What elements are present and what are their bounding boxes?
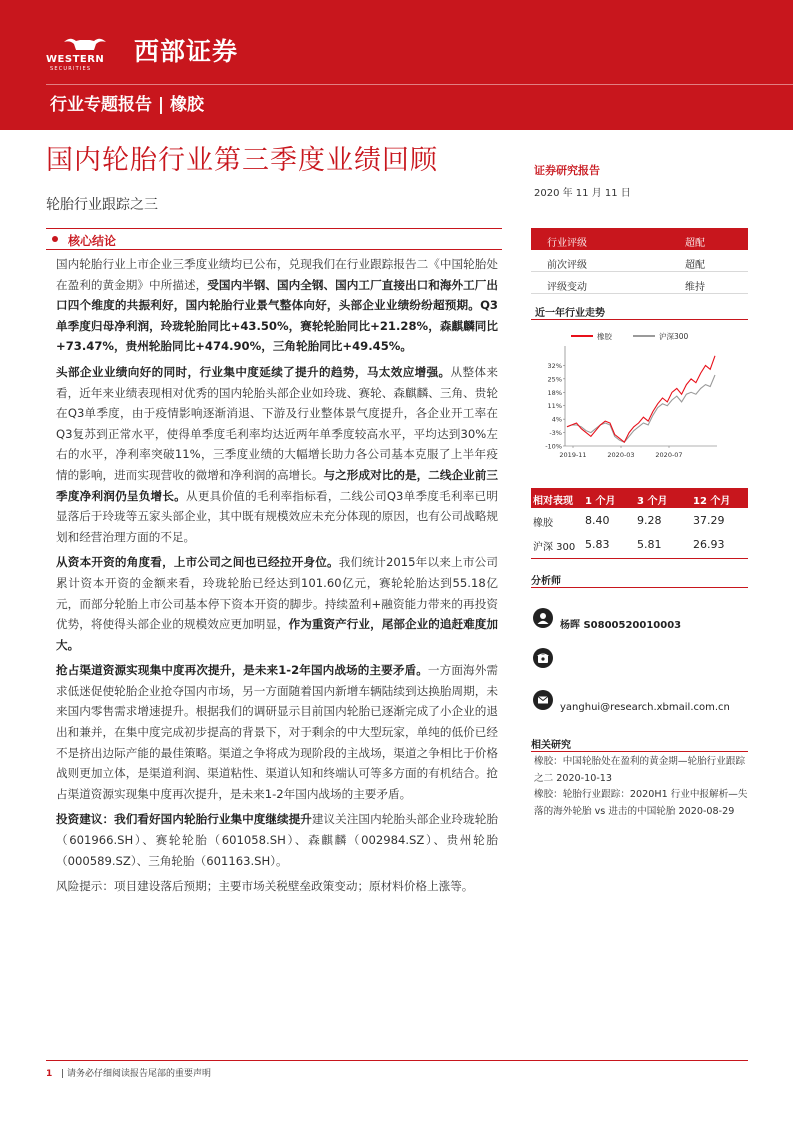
x-tick-label: 2020-07 (655, 451, 683, 459)
report-body (56, 254, 498, 902)
performance-divider (531, 558, 748, 559)
western-logo (46, 36, 124, 72)
y-tick-label: 25% (547, 375, 562, 384)
person-icon (533, 608, 553, 628)
page-subtitle: 轮胎行业跟踪之三 (46, 197, 158, 213)
legend-label: 沪深300 (659, 332, 689, 341)
report-type-tag: 证券研究报告 (534, 164, 600, 177)
analyst-name: 杨晖 S0800520010003 (560, 620, 682, 631)
footer-divider (46, 1060, 748, 1061)
performance-header-row: 相对表现 1 个月 3 个月 12 个月 (531, 488, 748, 508)
rating-row: 行业评级 超配 (531, 228, 748, 250)
email-icon (533, 690, 553, 710)
rating-table (531, 228, 748, 294)
paragraph-capex: 从资本开资的角度看，上市公司之间也已经拉开身位。我们统计2015年以来上市公司累计资本开资的金额来看，玲珑轮胎已经达到101.60亿元，赛轮轮胎达到55.18亿元，而部分轮胎上市公司基本停下资本开资的脚步。持续盈利+融资能力带来的再投资优势，将使得头部企业的规模效应更加明显，作为重资产行业，尾部企业的追赶难度加大。 (56, 555, 498, 652)
chart-heading: 近一年行业走势 (531, 302, 748, 320)
industry-trend-chart (531, 326, 748, 466)
series-line-rubber (567, 356, 715, 442)
report-date: 2020 年 11 月 11 日 (534, 188, 631, 199)
x-tick-label: 2019-11 (559, 451, 587, 459)
x-tick-label: 2020-03 (607, 451, 635, 459)
analyst-email-link[interactable]: yanghui@research.xbmail.com.cn (560, 702, 730, 713)
paragraph-summary: 国内轮胎行业上市企业三季度业绩均已公布，兑现我们在行业跟踪报告二《中国轮胎处在盈利的黄金期》中所描述，受国内半钢、国内全钢、国内工厂直接出口和海外工厂出口四个维度的共振利好，国内轮胎行业景气整体向好，头部企业业绩纷纷超预期。Q3单季度归母净利润，玲珑轮胎同比+43.50%，赛轮轮胎同比+21.28%，森麒麟同比+73.47%，贵州轮胎同比+474.90%，三角轮胎同比+49.45%。 (56, 257, 498, 354)
page-title: 国内轮胎行业第三季度业绩回顾 (46, 145, 438, 176)
section-label: 核心结论 (68, 234, 117, 248)
rating-row: 前次评级 超配 (531, 250, 748, 272)
y-tick-label: 4% (551, 415, 562, 424)
page-number: 1 (46, 1069, 53, 1079)
footer (46, 1066, 211, 1079)
related-item[interactable]: 橡胶：中国轮胎处在盈利的黄金期—轮胎行业跟踪之二 2020-10-13 (534, 756, 746, 784)
y-tick-label: 11% (547, 402, 562, 411)
header-divider (46, 84, 793, 85)
related-research-list (534, 754, 750, 820)
breadcrumb: 行业专题报告 | 橡胶 (50, 95, 205, 115)
paragraph-channel: 抢占渠道资源实现集中度再次提升，是未来1-2年国内战场的主要矛盾。一方面海外需求低迷促使轮胎企业抢夺国内市场，另一方面随着国内新增车辆陆续到达换胎周期，未来国内零售需求增速提升。根据我们的调研显示目前国内轮胎已逐渐完成了小企业的退出和兼并，在集中度完成初步提高的背景下，对于剩余的中大型玩家，单纯的低价已经不是挤出边际产能的最佳策略。渠道之争将成为现阶段的主战场，渠道之争相比于价格战则更加立体，是渠道利润、渠道粘性、渠道认知和终端认可等多方面的有机结合。抢占渠道资源实现集中度再次提升，是未来1-2年国内战场的主要矛盾。 (56, 663, 498, 801)
logo-text: WESTERN (46, 54, 105, 65)
legend-label: 橡胶 (597, 332, 612, 341)
y-tick-label: 32% (547, 361, 562, 370)
footer-disclaimer: | 请务必仔细阅读报告尾部的重要声明 (61, 1069, 212, 1079)
analyst-heading: 分析师 (531, 572, 748, 588)
brand-name: 西部证券 (134, 37, 239, 66)
performance-table (531, 488, 748, 556)
core-conclusion-header (46, 228, 502, 250)
table-row: 橡胶 8.40 9.28 37.29 (533, 514, 725, 529)
series-line-csi300 (567, 375, 715, 442)
rating-row: 评级变动 维持 (531, 272, 748, 294)
table-row: 沪深 300 5.83 5.81 26.93 (533, 538, 725, 553)
y-tick-label: 18% (547, 388, 562, 397)
bullet-icon (52, 236, 58, 242)
header-band (0, 0, 793, 130)
related-item[interactable]: 橡胶：轮胎行业跟踪：2020H1 行业中报解析—失落的海外轮胎 vs 进击的中国轮胎 2020-08-29 (534, 789, 748, 817)
paragraph-investment: 投资建议：我们看好国内轮胎行业集中度继续提升建议关注国内轮胎头部企业玲珑轮胎（601966.SH）、赛轮轮胎（601058.SH）、森麒麟（002984.SZ）、贵州轮胎（000589.SZ）、三角轮胎（601163.SH）。 (56, 812, 498, 868)
logo-subtext: SECURITIES (50, 66, 92, 72)
related-heading: 相关研究 (531, 736, 748, 752)
bull-icon (62, 36, 108, 52)
y-tick-label: -10% (545, 442, 562, 451)
paragraph-concentration: 头部企业业绩向好的同时，行业集中度延续了提升的趋势，马太效应增强。从整体来看，近年来业绩表现相对优秀的国内轮胎头部企业如玲珑、赛轮、森麒麟、三角、贵轮在Q3单季度，由于疫情影响逐渐消退、下游及行业整体景气度提升，各企业开工率在Q3复苏到正常水平，使得单季度毛利率均达近两年单季度较高水平，平均达到30%左右的水平，净利率突破11%，三季度业绩的大幅增长助力各公司基本克服了上半年疫情的影响，进而实现营收的微增和净利润的高增长。与之形成对比的是，二线企业前三季度净利润仍呈负增长。从更具价值的毛利率指标看，二线公司Q3单季度毛利率已明显落后于玲珑等五家头部企业，其中既有规模效应未充分体现的原因，也有公司战略规划和经营治理方面的不足。 (56, 364, 498, 544)
phone-icon (533, 648, 553, 668)
paragraph-risk: 风险提示：项目建设落后预期；主要市场关税壁垒政策变动；原材料价格上涨等。 (56, 879, 474, 894)
y-tick-label: -3% (549, 429, 562, 438)
